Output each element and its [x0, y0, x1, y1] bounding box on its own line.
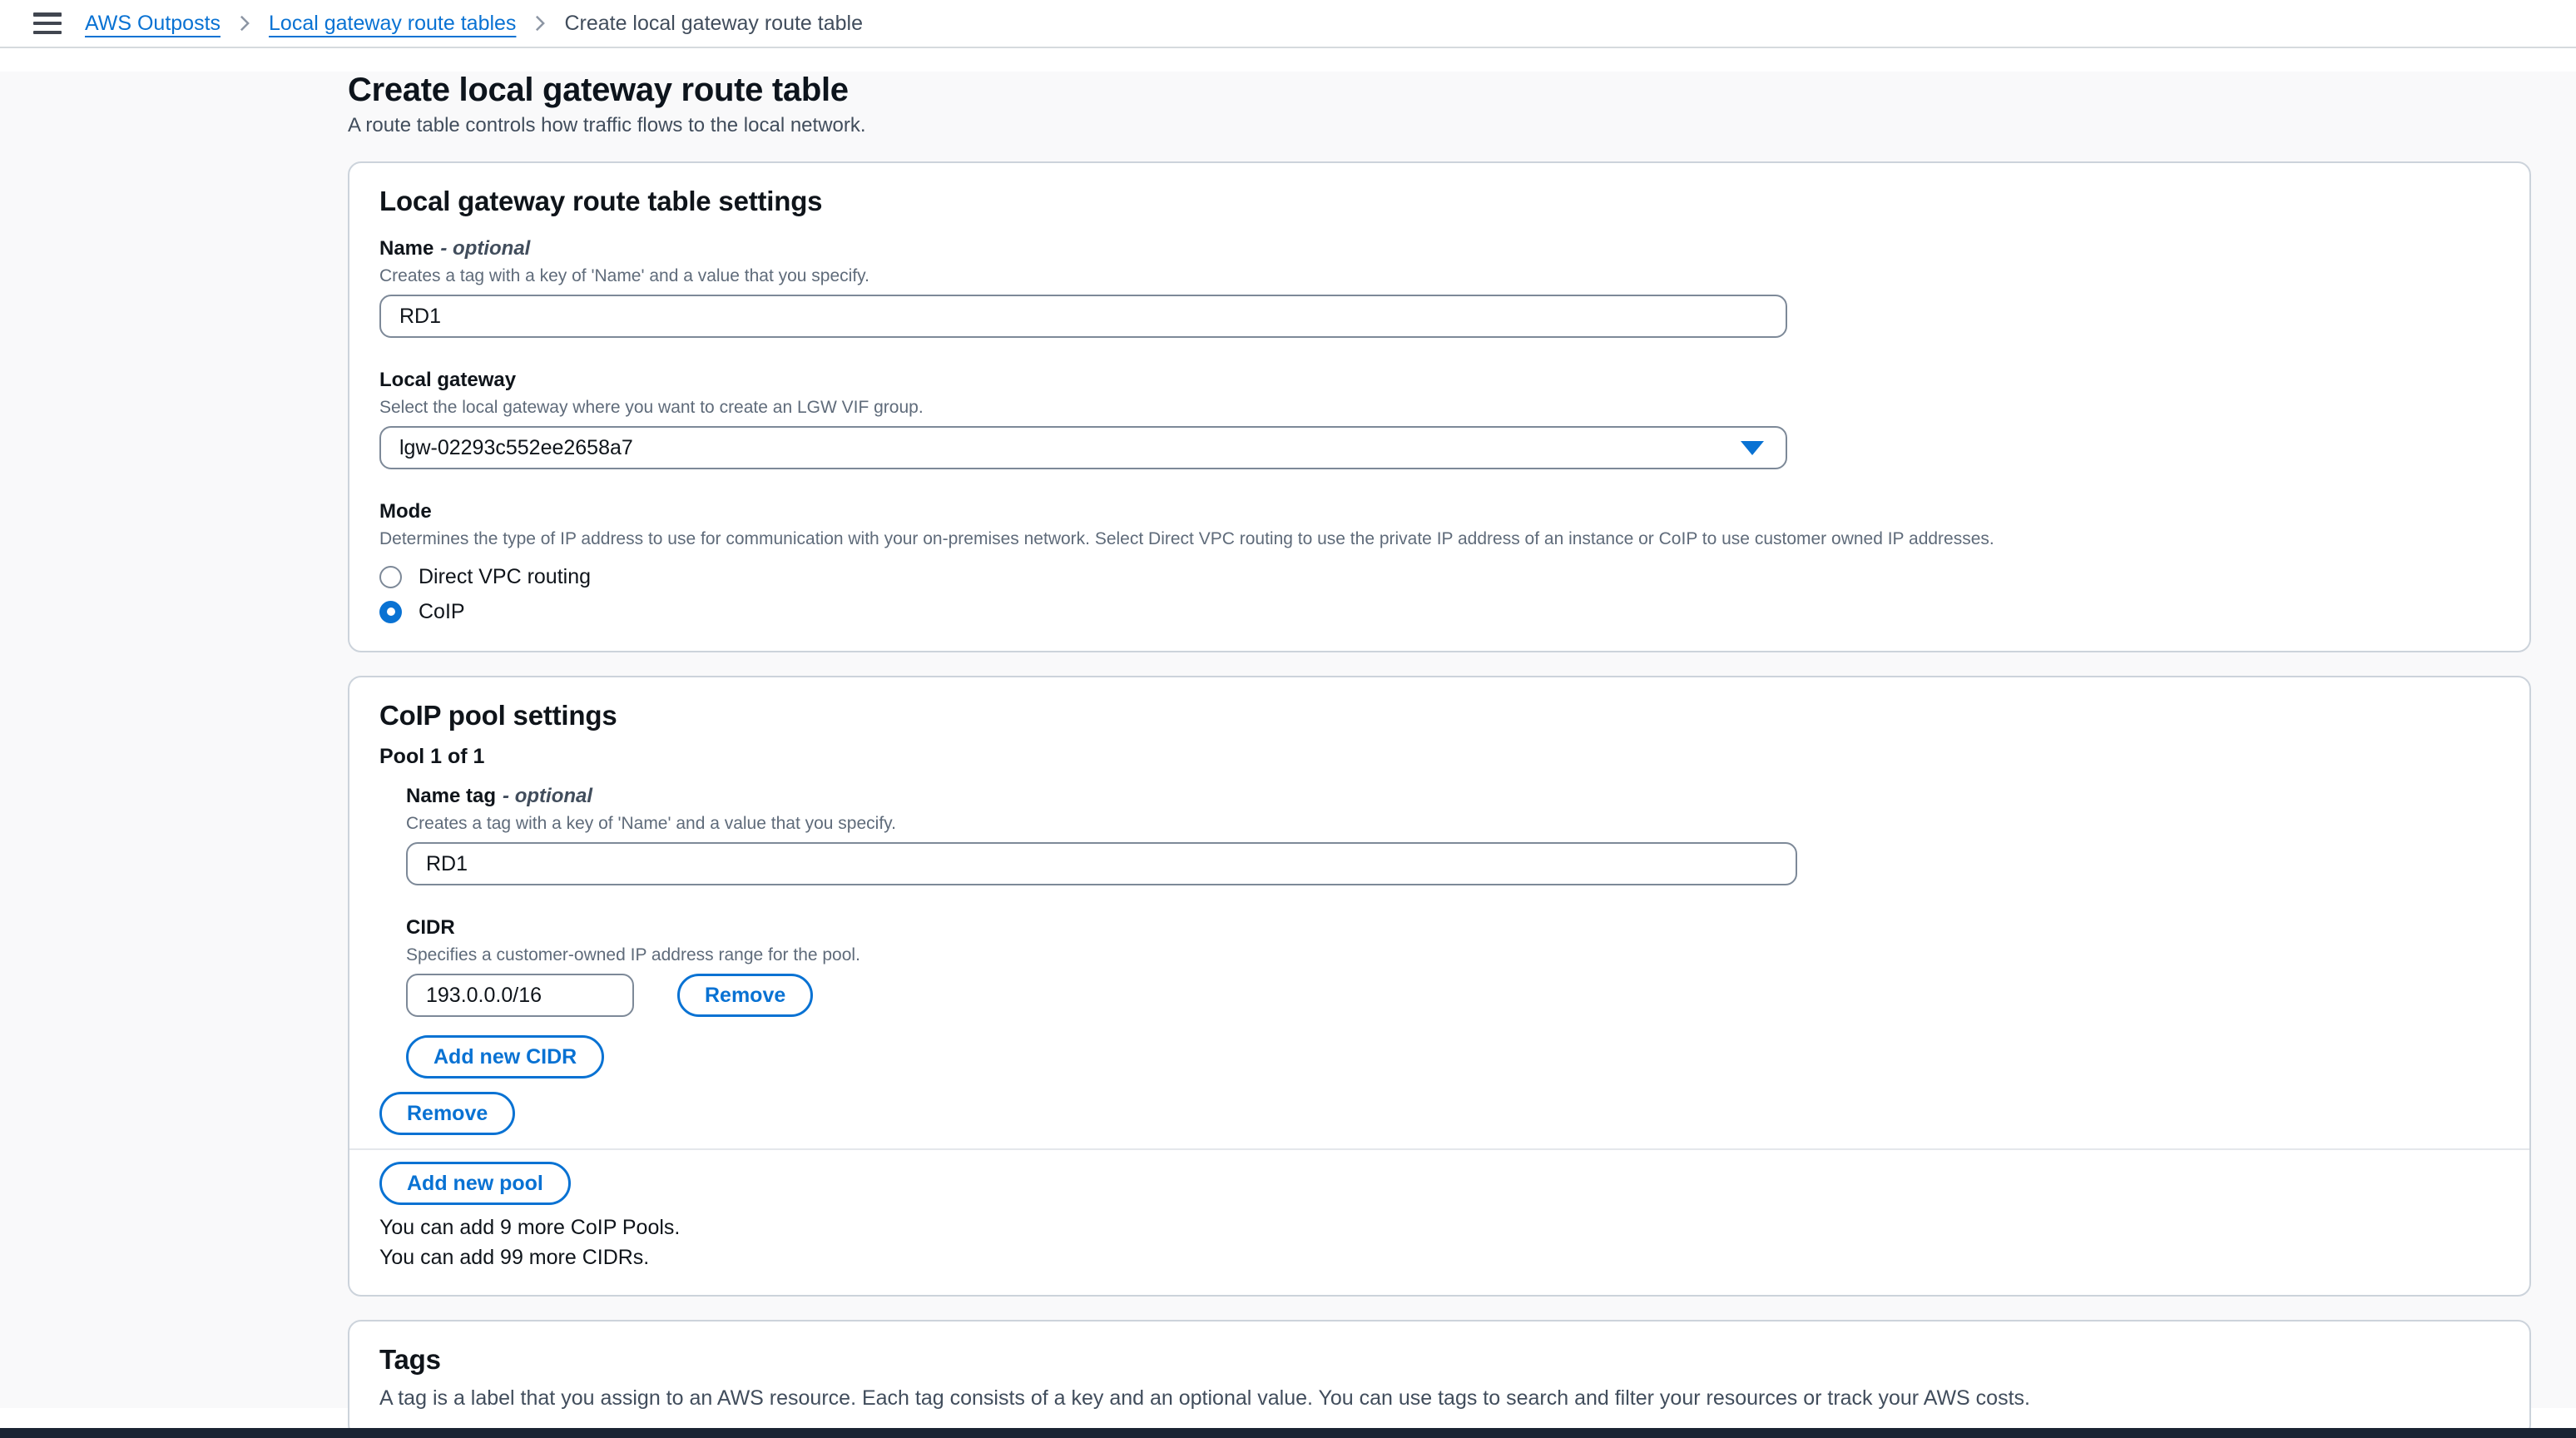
- name-tag-label: [406, 784, 2499, 809]
- settings-card: [348, 161, 2531, 652]
- name-field-label-text: Name: [379, 237, 434, 260]
- name-tag-label-text: Name tag: [406, 785, 497, 807]
- tags-card-description: A tag is a label that you assign to an AWS resource. Each tag consists of a key and an optional value. You can use tags to search and filter your resources or track your AWS costs.: [379, 1386, 2030, 1410]
- bottom-panel-edge: [0, 1428, 2576, 1438]
- cidr-row: [406, 974, 2499, 1017]
- name-tag-field: [406, 784, 2499, 885]
- remove-pool-button[interactable]: Remove: [379, 1092, 515, 1135]
- radio-unselected-icon[interactable]: [379, 566, 402, 588]
- name-field: [379, 236, 2499, 338]
- chevron-right-icon: [531, 14, 549, 32]
- radio-direct-vpc-routing-label: Direct VPC routing: [419, 564, 592, 588]
- radio-selected-icon[interactable]: [379, 601, 402, 623]
- menu-icon[interactable]: [33, 12, 62, 34]
- local-gateway-select[interactable]: [379, 426, 1787, 469]
- mode-radio-group: [379, 563, 2499, 626]
- cidr-label: CIDR: [406, 916, 455, 939]
- page-title: Create local gateway route table: [348, 72, 849, 108]
- name-tag-optional-text: - optional: [503, 785, 593, 807]
- name-input[interactable]: [379, 295, 1787, 338]
- settings-card-heading: Local gateway route table settings: [379, 186, 823, 216]
- name-field-description: Creates a tag with a key of 'Name' and a value that you specify.: [379, 266, 869, 285]
- mode-description: Determines the type of IP address to use for communication with your on-premises network. Select Direct VPC routing to use the private IP address of an instance or CoIP to use customer owned IP addresses.: [379, 529, 1994, 548]
- page-subtitle: A route table controls how traffic flows to the local network.: [348, 114, 866, 136]
- radio-coip-label: CoIP: [419, 599, 465, 623]
- breadcrumb-link-route-tables[interactable]: Local gateway route tables: [269, 11, 517, 35]
- cidr-description: Specifies a customer-owned IP address range for the pool.: [406, 945, 860, 964]
- pool-counter: Pool 1 of 1: [379, 745, 485, 768]
- cidr-input[interactable]: [406, 974, 634, 1017]
- breadcrumb: [85, 12, 863, 36]
- radio-direct-vpc-routing[interactable]: [379, 563, 2499, 591]
- local-gateway-field: [379, 368, 2499, 469]
- pool-group: [406, 784, 2499, 1078]
- remove-cidr-button[interactable]: Remove: [677, 974, 813, 1017]
- coip-pool-card: [348, 676, 2531, 1297]
- pool-divider: [349, 1148, 2529, 1150]
- caret-down-icon: [1741, 441, 1764, 455]
- mode-field: [379, 499, 2499, 626]
- radio-coip[interactable]: [379, 598, 2499, 626]
- cidr-field: [406, 915, 2499, 1017]
- local-gateway-selected-value: lgw-02293c552ee2658a7: [399, 435, 633, 459]
- coip-pool-card-heading: CoIP pool settings: [379, 700, 617, 731]
- top-navigation-bar: [0, 0, 2576, 48]
- name-field-optional-text: - optional: [440, 237, 531, 260]
- pool-limit-hint: You can add 9 more CoIP Pools.: [379, 1216, 681, 1239]
- breadcrumb-current-page: Create local gateway route table: [564, 11, 863, 35]
- cidr-limit-hint: You can add 99 more CIDRs.: [379, 1246, 650, 1269]
- name-tag-input[interactable]: [406, 842, 1797, 885]
- local-gateway-label: Local gateway: [379, 369, 517, 391]
- name-field-label: [379, 236, 2499, 261]
- add-new-pool-button[interactable]: Add new pool: [379, 1162, 571, 1205]
- local-gateway-description: Select the local gateway where you want to create an LGW VIF group.: [379, 398, 924, 417]
- page-body: [0, 72, 2576, 1408]
- name-tag-description: Creates a tag with a key of 'Name' and a value that you specify.: [406, 814, 896, 833]
- tags-card-heading: Tags: [379, 1344, 441, 1375]
- chevron-right-icon: [235, 14, 254, 32]
- mode-label: Mode: [379, 500, 432, 523]
- breadcrumb-link-aws-outposts[interactable]: AWS Outposts: [85, 11, 221, 35]
- tags-card: [348, 1320, 2531, 1438]
- add-new-cidr-button[interactable]: Add new CIDR: [406, 1035, 604, 1078]
